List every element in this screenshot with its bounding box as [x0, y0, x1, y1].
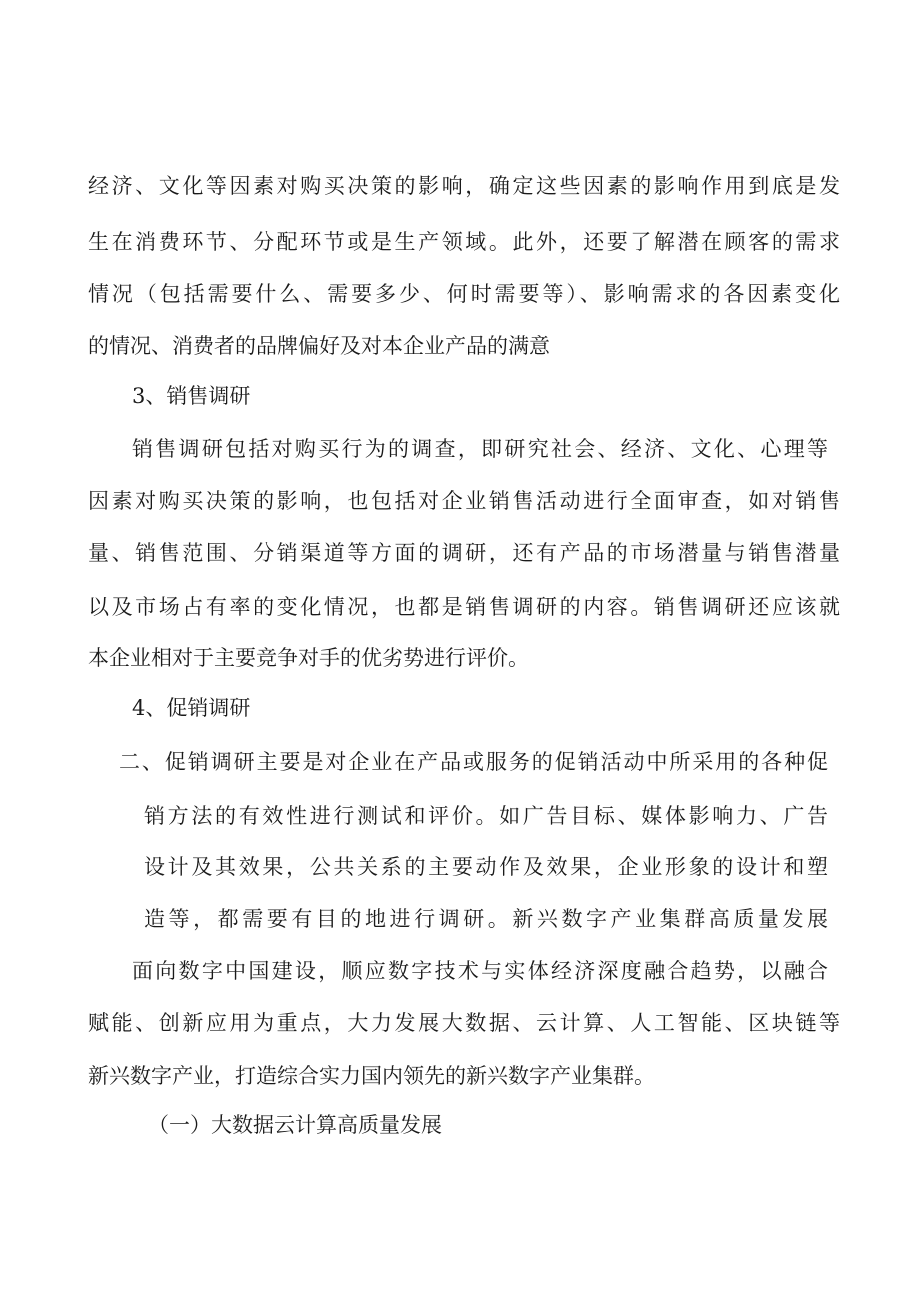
paragraph-2-line-4: 以及市场占有率的变化情况，也都是销售调研的内容。销售调研还应该就 — [88, 595, 840, 619]
paragraph-2-line-2: 因素对购买决策的影响，也包括对企业销售活动进行全面审查，如对销售 — [88, 489, 840, 513]
paragraph-1-line-3: 情况（包括需要什么、需要多少、何时需要等）、影响需求的各因素变化 — [88, 282, 840, 306]
paragraph-3-line-1: 面向数字中国建设，顺应数字技术与实体经济深度融合趋势，以融合 — [132, 959, 828, 983]
heading-3-sales-research: 3、销售调研 — [132, 384, 251, 408]
paragraph-2-line-5: 本企业相对于主要竞争对手的优劣势进行评价。 — [88, 646, 529, 670]
paragraph-3-line-2: 赋能、创新应用为重点，大力发展大数据、云计算、人工智能、区块链等 — [88, 1011, 840, 1035]
section-heading-big-data-cloud: （一）大数据云计算高质量发展 — [148, 1113, 442, 1137]
list-item-2-line-3: 设计及其效果，公共关系的主要动作及效果，企业形象的设计和塑 — [144, 855, 828, 879]
list-item-2-line-1: 二、促销调研主要是对企业在产品或服务的促销活动中所采用的各种促 — [119, 750, 828, 774]
paragraph-2-line-3: 量、销售范围、分销渠道等方面的调研，还有产品的市场潜量与销售潜量 — [88, 541, 840, 565]
list-item-2-line-4: 造等，都需要有目的地进行调研。新兴数字产业集群高质量发展 — [144, 907, 828, 931]
paragraph-3-line-3: 新兴数字产业，打造综合实力国内领先的新兴数字产业集群。 — [88, 1064, 655, 1088]
paragraph-1-line-1: 经济、文化等因素对购买决策的影响，确定这些因素的影响作用到底是发 — [88, 174, 840, 198]
paragraph-1-line-4: 的情况、消费者的品牌偏好及对本企业产品的满意 — [88, 334, 550, 358]
heading-4-promotion-research: 4、促销调研 — [132, 696, 251, 720]
paragraph-2-line-1: 销售调研包括对购买行为的调查，即研究社会、经济、文化、心理等 — [132, 437, 828, 461]
list-item-2-line-2: 销方法的有效性进行测试和评价。如广告目标、媒体影响力、广告 — [144, 804, 828, 828]
paragraph-1-line-2: 生在消费环节、分配环节或是生产领域。此外，还要了解潜在顾客的需求 — [88, 230, 840, 254]
